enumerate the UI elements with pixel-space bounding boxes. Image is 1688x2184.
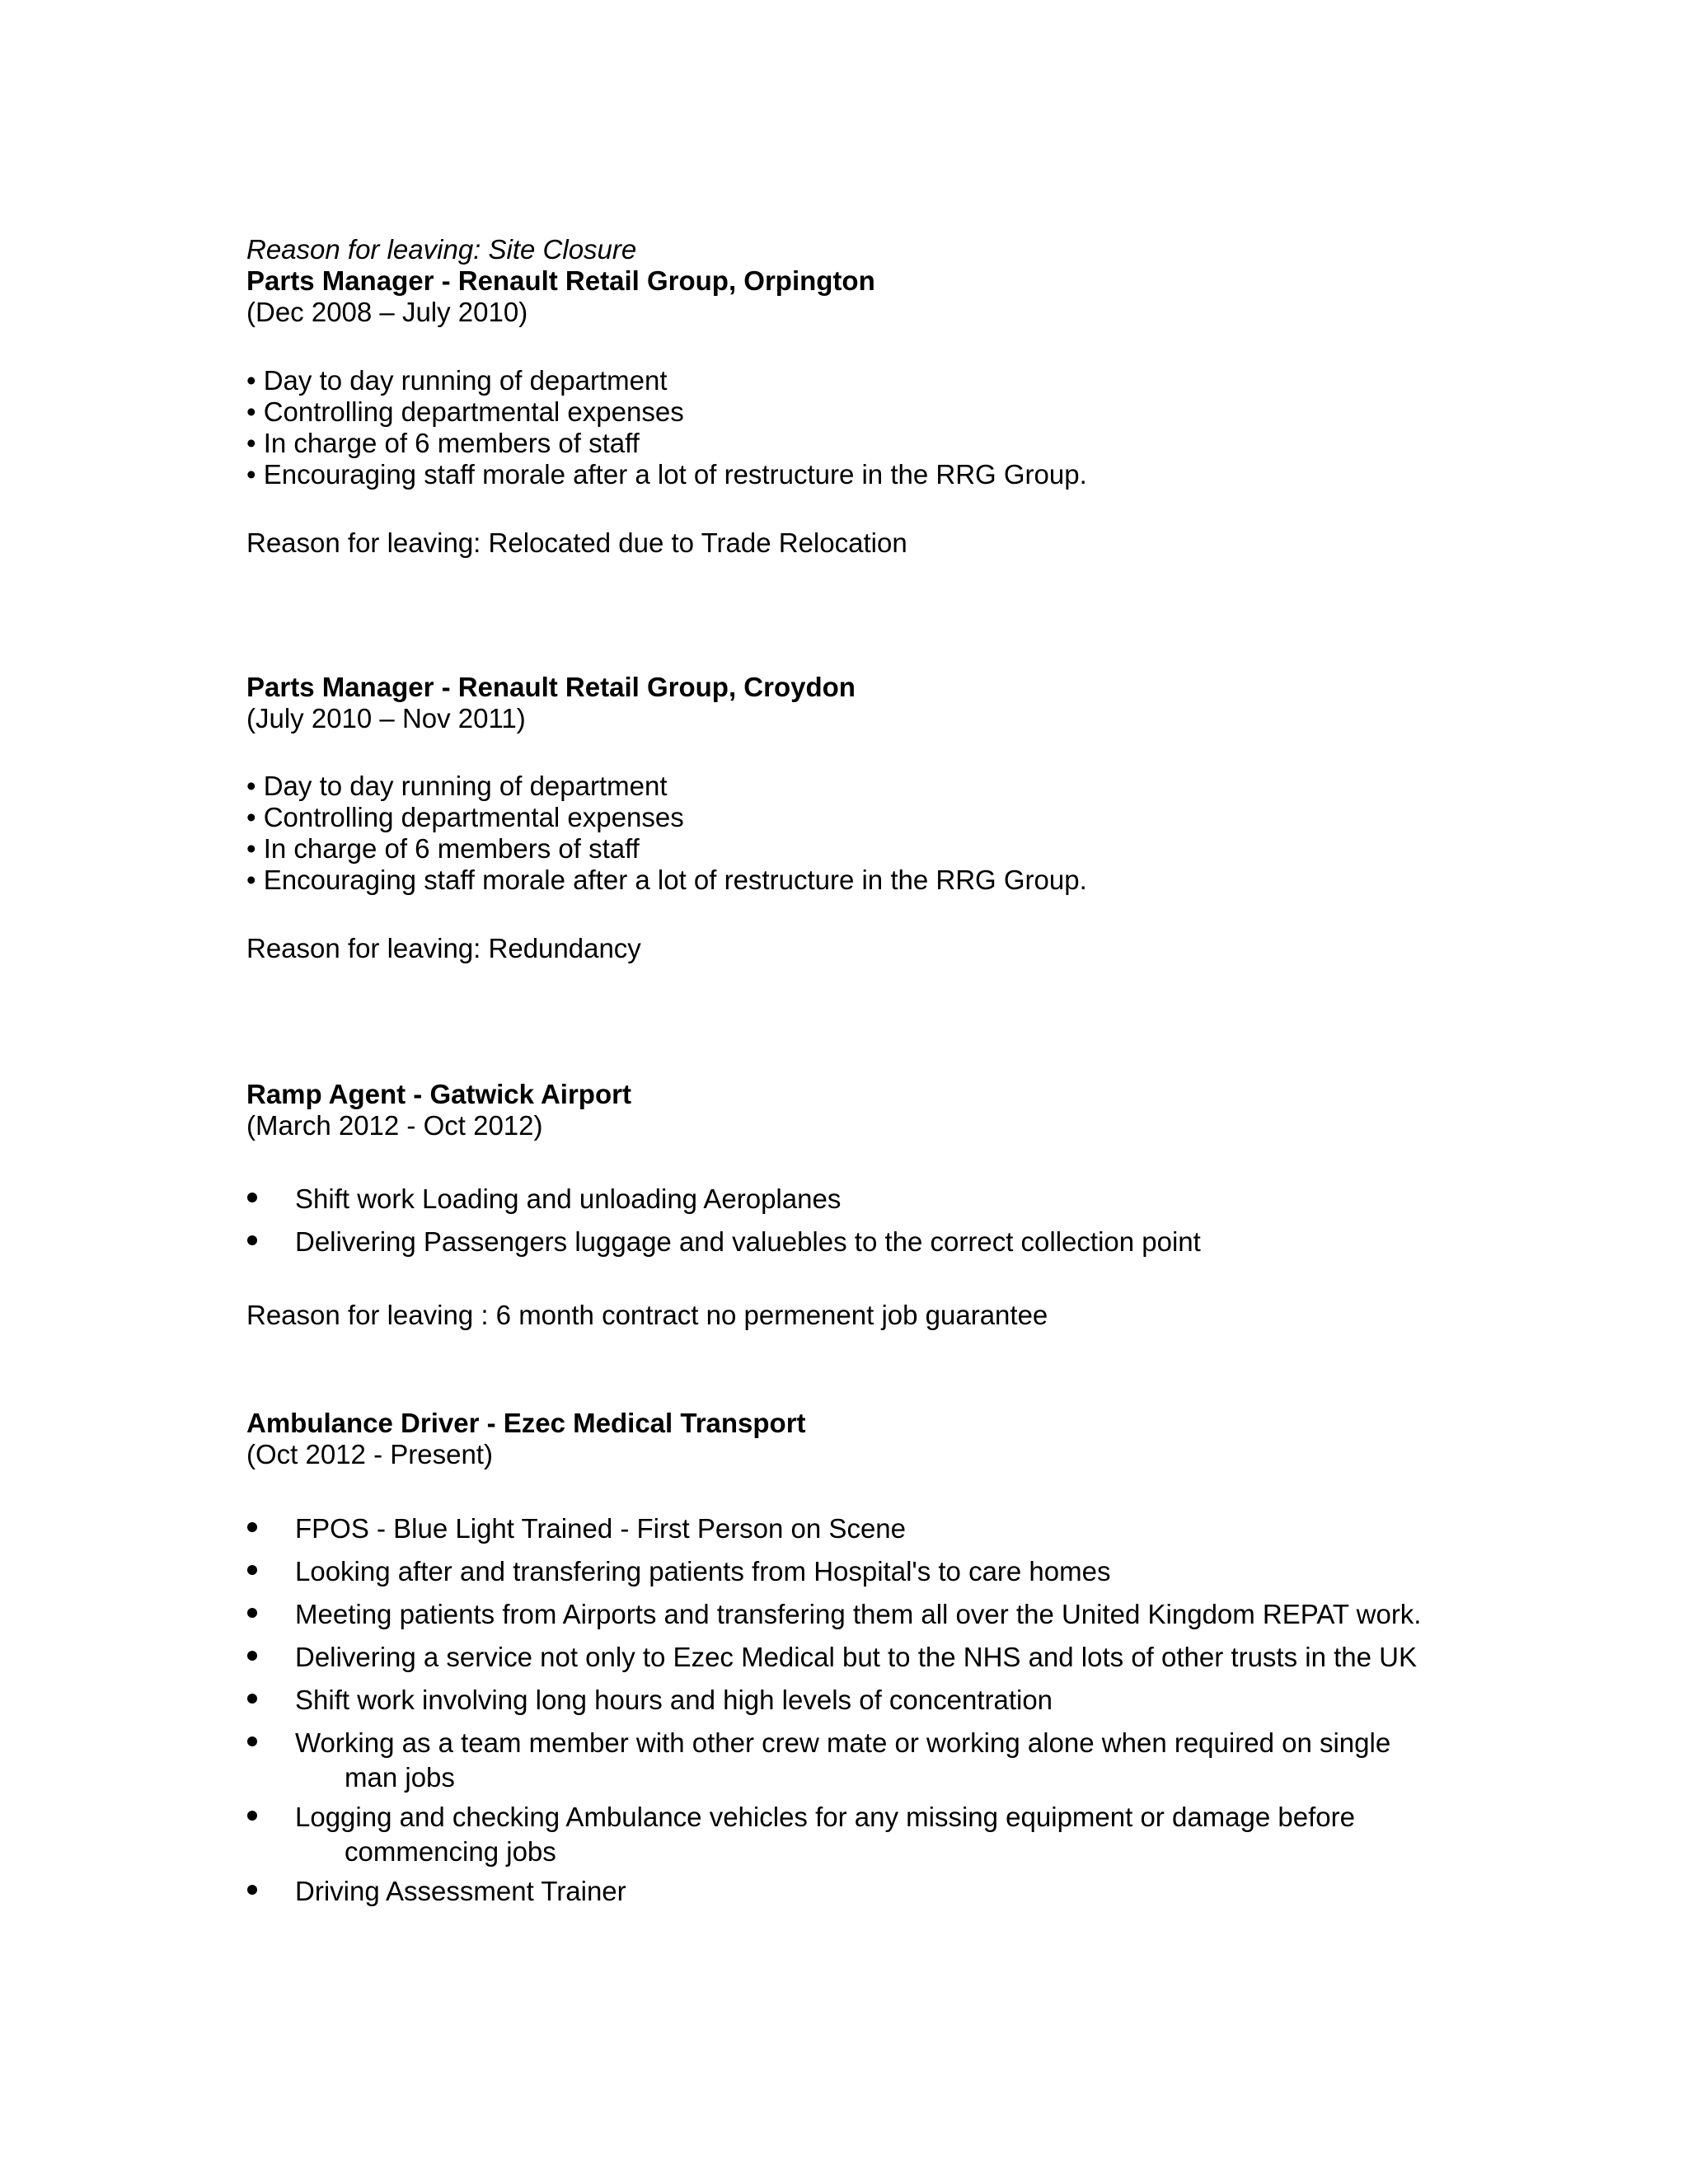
bullet-item: • Controlling departmental expenses [246, 802, 684, 832]
job-dates-croydon: (July 2010 – Nov 2011) [246, 703, 526, 733]
bullet-item: • Day to day running of department [246, 771, 668, 801]
bullet-dot-icon [247, 1651, 257, 1661]
bullet-item-continuation: man jobs [345, 1762, 455, 1793]
bullet-dot-icon [247, 1522, 257, 1532]
bullet-item: Shift work Loading and unloading Aeroplanes [295, 1183, 842, 1214]
bullet-item: • Encouraging staff morale after a lot of restructure in the RRG Group. [246, 865, 1087, 895]
bullet-item: Driving Assessment Trainer [295, 1876, 626, 1906]
bullet-item: • Day to day running of department [246, 365, 668, 396]
reason-for-leaving: Reason for leaving: Relocated due to Trade Relocation [246, 527, 907, 558]
job-dates-orpington: (Dec 2008 – July 2010) [246, 297, 528, 327]
bullet-dot-icon [247, 1565, 257, 1575]
bullet-item: Delivering a service not only to Ezec Medical but to the NHS and lots of other trusts in the UK [295, 1642, 1417, 1672]
bullet-dot-icon [247, 1193, 257, 1202]
bullet-item: Delivering Passengers luggage and valuebles to the correct collection point [295, 1226, 1201, 1257]
bullet-item: Logging and checking Ambulance vehicles for any missing equipment or damage before [295, 1802, 1355, 1832]
bullet-item: FPOS - Blue Light Trained - First Person on Scene [295, 1513, 907, 1544]
job-dates-gatwick: (March 2012 - Oct 2012) [246, 1110, 543, 1141]
bullet-item: • In charge of 6 members of staff [246, 428, 640, 458]
bullet-dot-icon [247, 1608, 257, 1618]
bullet-item-continuation: commencing jobs [345, 1836, 556, 1867]
job-title-gatwick: Ramp Agent - Gatwick Airport [246, 1079, 631, 1109]
bullet-dot-icon [247, 1694, 257, 1704]
job-title-croydon: Parts Manager - Renault Retail Group, Croydon [246, 672, 856, 702]
bullet-item: Shift work involving long hours and high levels of concentration [295, 1685, 1053, 1715]
bullet-item: Looking after and transfering patients from Hospital's to care homes [295, 1556, 1111, 1586]
bullet-dot-icon [247, 1235, 257, 1245]
bullet-item: • Encouraging staff morale after a lot of restructure in the RRG Group. [246, 459, 1087, 490]
reason-for-leaving: Reason for leaving: Redundancy [246, 933, 641, 963]
bullet-item: Meeting patients from Airports and transfering them all over the United Kingdom REPAT work. [295, 1599, 1422, 1629]
bullet-dot-icon [247, 1885, 257, 1895]
job-title-orpington: Parts Manager - Renault Retail Group, Orpington [246, 265, 875, 296]
reason-for-leaving-site-closure: Reason for leaving: Site Closure [246, 234, 637, 265]
job-title-ezec: Ambulance Driver - Ezec Medical Transport [246, 1408, 806, 1438]
bullet-item: • In charge of 6 members of staff [246, 833, 640, 864]
bullet-dot-icon [247, 1736, 257, 1746]
bullet-item: • Controlling departmental expenses [246, 396, 684, 427]
job-dates-ezec: (Oct 2012 - Present) [246, 1439, 493, 1469]
bullet-item: Working as a team member with other crew mate or working alone when required on single [295, 1727, 1391, 1758]
bullet-dot-icon [247, 1811, 257, 1821]
reason-for-leaving: Reason for leaving : 6 month contract no permenent job guarantee [246, 1300, 1048, 1330]
